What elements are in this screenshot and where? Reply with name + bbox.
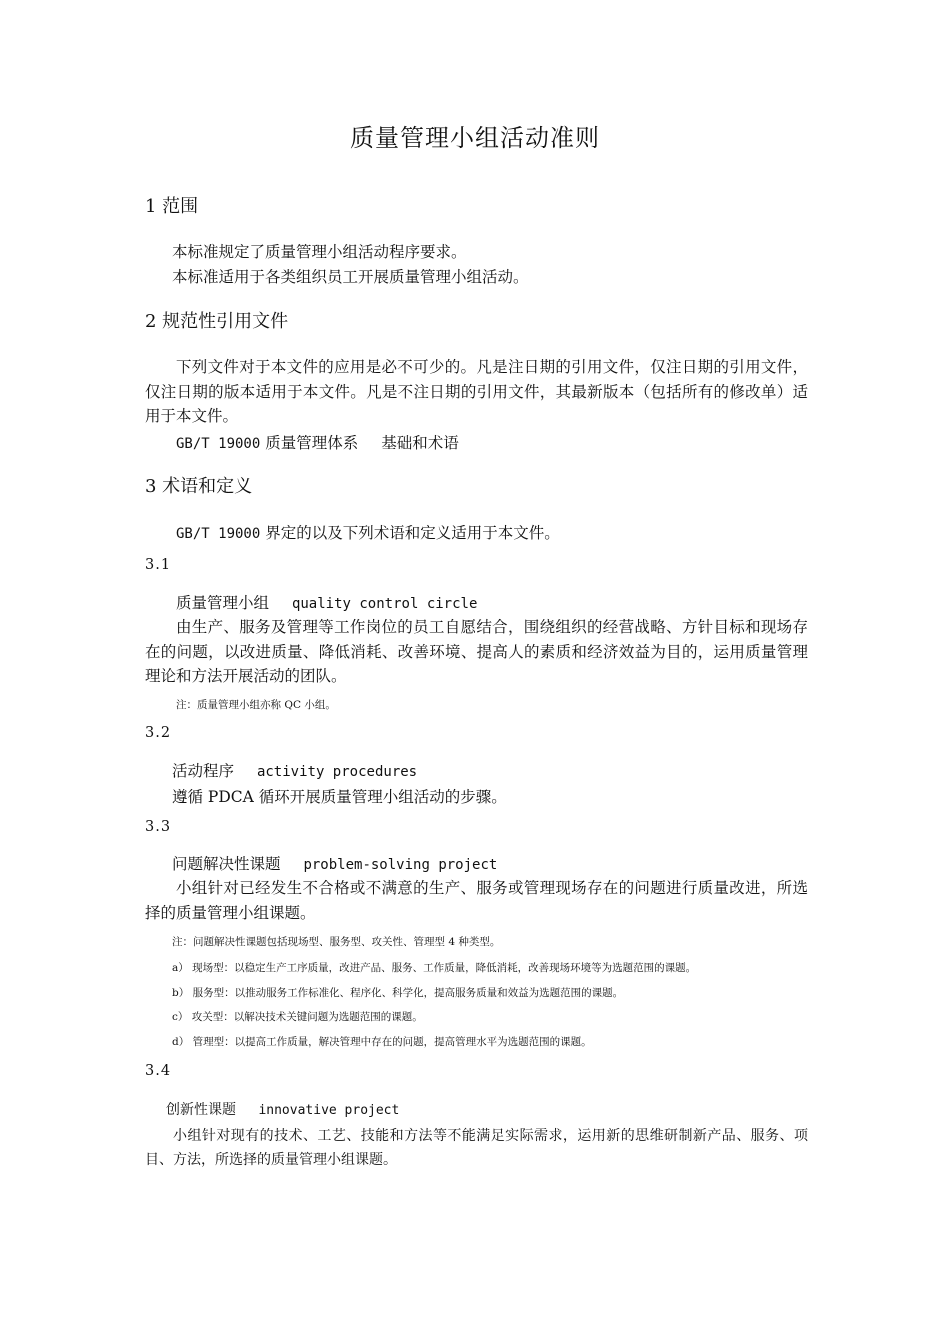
term-3-4-title — [166, 1099, 399, 1119]
section-2-heading: 2 规范性引用文件 — [145, 311, 289, 332]
term-3-3-number: 3.3 — [145, 819, 172, 835]
item-label: b） — [172, 987, 190, 999]
item-label: c） — [172, 1011, 189, 1023]
normative-reference — [176, 431, 459, 453]
section-1-heading: 1 范围 — [145, 196, 199, 217]
item-label: a） — [172, 962, 189, 974]
term-3-3-definition: 小组针对已经发生不合格或不满意的生产、服务或管理现场存在的问题进行质量改进，所选择的质量管理小组课题。 — [145, 879, 808, 922]
reference-subtitle: 基础和术语 — [381, 434, 459, 452]
section-1-paragraph-1: 本标准规定了质量管理小组活动程序要求。 — [172, 243, 467, 261]
term-3-4-number: 3.4 — [145, 1063, 172, 1079]
term-3-2-definition: 遵循 PDCA 循环开展质量管理小组活动的步骤。 — [172, 788, 507, 806]
item-text: 服务型：以推动服务工作标准化、程序化、科学化，提高服务质量和效益为选题范围的课题。 — [192, 987, 624, 999]
item-label: d） — [172, 1036, 190, 1048]
intro-code: GB/T 19000 — [176, 526, 261, 542]
term-3-3-item-a — [172, 960, 696, 975]
term-3-2-english: activity procedures — [256, 764, 418, 780]
term-3-2-chinese: 活动程序 — [172, 762, 235, 780]
term-3-3-note: 注：问题解决性课题包括现场型、服务型、攻关性、管理型 4 种类型。 — [172, 936, 501, 948]
term-3-1-chinese: 质量管理小组 — [176, 594, 270, 612]
term-3-3-item-d — [172, 1034, 592, 1049]
term-3-3-english: problem-solving project — [303, 857, 498, 873]
reference-name: 质量管理体系 — [265, 434, 359, 452]
term-3-2-number: 3.2 — [145, 725, 172, 741]
item-text: 现场型：以稳定生产工序质量，改进产品、服务、工作质量，降低消耗，改善现场环境等为选题范围的课题。 — [192, 962, 697, 974]
section-3-heading: 3 术语和定义 — [145, 476, 253, 497]
term-3-3-title — [172, 852, 497, 874]
section-1-paragraph-2: 本标准适用于各类组织员工开展质量管理小组活动。 — [172, 268, 529, 286]
document-title: 质量管理小组活动准则 — [350, 124, 600, 152]
term-3-4-english: innovative project — [258, 1103, 400, 1118]
intro-text: 界定的以及下列术语和定义适用于本文件。 — [265, 524, 560, 542]
item-text: 管理型：以提高工作质量，解决管理中存在的问题，提高管理水平为选题范围的课题。 — [192, 1036, 592, 1048]
section-2-paragraph: 下列文件对于本文件的应用是必不可少的。凡是注日期的引用文件，仅注日期的引用文件，仅注日期的版本适用于本文件。凡是不注日期的引用文件，其最新版本（包括所有的修改单）适用于本文件。 — [145, 358, 808, 425]
term-3-4-definition: 小组针对现有的技术、工艺、技能和方法等不能满足实际需求，运用新的思维研制新产品、服务、项目、方法，所选择的质量管理小组课题。 — [145, 1128, 808, 1168]
term-3-3-item-c — [172, 1009, 423, 1024]
term-3-1-title — [176, 591, 477, 613]
section-3-intro — [176, 521, 560, 543]
reference-code: GB/T 19000 — [176, 436, 261, 452]
term-3-3-item-b — [172, 985, 623, 1000]
term-3-1-note: 注：质量管理小组亦称 QC 小组。 — [176, 699, 336, 711]
term-3-4-chinese: 创新性课题 — [166, 1102, 236, 1118]
term-3-1-number: 3.1 — [145, 557, 172, 573]
item-text: 攻关型：以解决技术关键问题为选题范围的课题。 — [191, 1011, 423, 1023]
term-3-2-title — [172, 759, 417, 781]
term-3-3-chinese: 问题解决性课题 — [172, 855, 281, 873]
term-3-1-english: quality control circle — [291, 596, 478, 612]
term-3-1-definition: 由生产、服务及管理等工作岗位的员工自愿结合，围绕组织的经营战略、方针目标和现场存在的问题，以改进质量、降低消耗、改善环境、提高人的素质和经济效益为目的，运用质量管理理论和方法开展活动的团队。 — [145, 618, 808, 685]
